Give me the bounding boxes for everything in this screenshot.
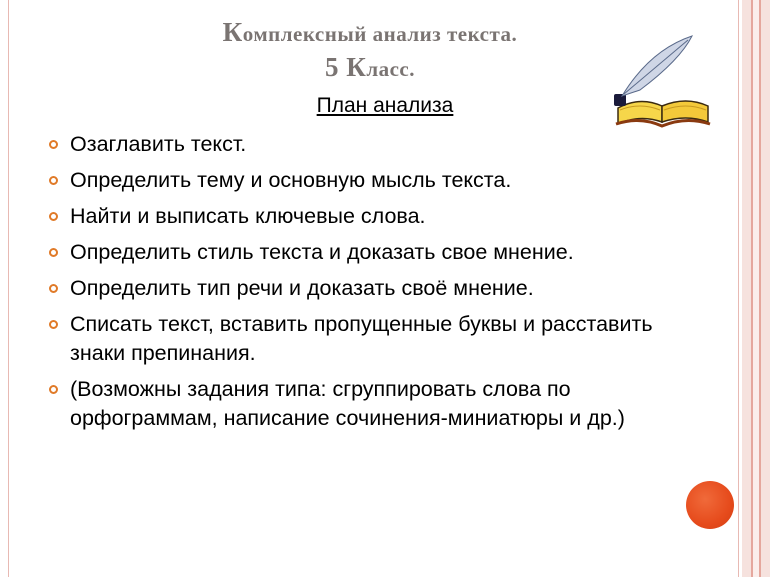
- title-line-1: [100, 16, 640, 51]
- title-initial: К: [222, 17, 243, 47]
- slide-title: [100, 16, 640, 86]
- list-item-text: Определить тип речи и доказать своё мнение.: [70, 276, 534, 300]
- list-item: [45, 238, 705, 267]
- left-border-line: [8, 0, 9, 577]
- list-item: [45, 310, 705, 368]
- title-text: омплексный анализ текста.: [242, 22, 518, 46]
- right-stripe: [738, 0, 739, 577]
- list-item: [45, 375, 705, 433]
- list-item-text: Определить тему и основную мысль текста.: [70, 168, 512, 192]
- orange-circle-icon: [686, 481, 734, 529]
- title-line-2: [100, 51, 640, 86]
- list-item: [45, 274, 705, 303]
- bullet-icon: [49, 248, 58, 257]
- bullet-icon: [49, 212, 58, 221]
- subtitle: План анализа: [316, 94, 454, 117]
- title-grade-number: 5: [324, 52, 339, 82]
- bullet-icon: [49, 284, 58, 293]
- bullet-icon: [49, 176, 58, 185]
- list-item-text: (Возможны задания типа: сгруппировать слова по орфограммам, написание сочинения-миниатюры и др.): [70, 377, 625, 430]
- list-item: [45, 202, 705, 231]
- quill-and-book-icon: [610, 30, 715, 130]
- list-item-text: Озаглавить текст.: [70, 132, 247, 156]
- bullet-icon: [49, 140, 58, 149]
- analysis-plan-list: [45, 130, 705, 440]
- list-item: [45, 166, 705, 195]
- list-item-text: Определить стиль текста и доказать свое мнение.: [70, 240, 574, 264]
- right-stripe: [742, 0, 751, 577]
- right-stripe: [761, 0, 770, 577]
- list-item: [45, 130, 705, 159]
- list-item-text: Найти и выписать ключевые слова.: [70, 204, 426, 228]
- title-grade-text: ласс.: [366, 57, 415, 81]
- list-item-text: Списать текст, вставить пропущенные буквы и расставить знаки препинания.: [70, 312, 653, 365]
- title-initial-2: К: [338, 52, 367, 82]
- bullet-icon: [49, 320, 58, 329]
- bullet-icon: [49, 385, 58, 394]
